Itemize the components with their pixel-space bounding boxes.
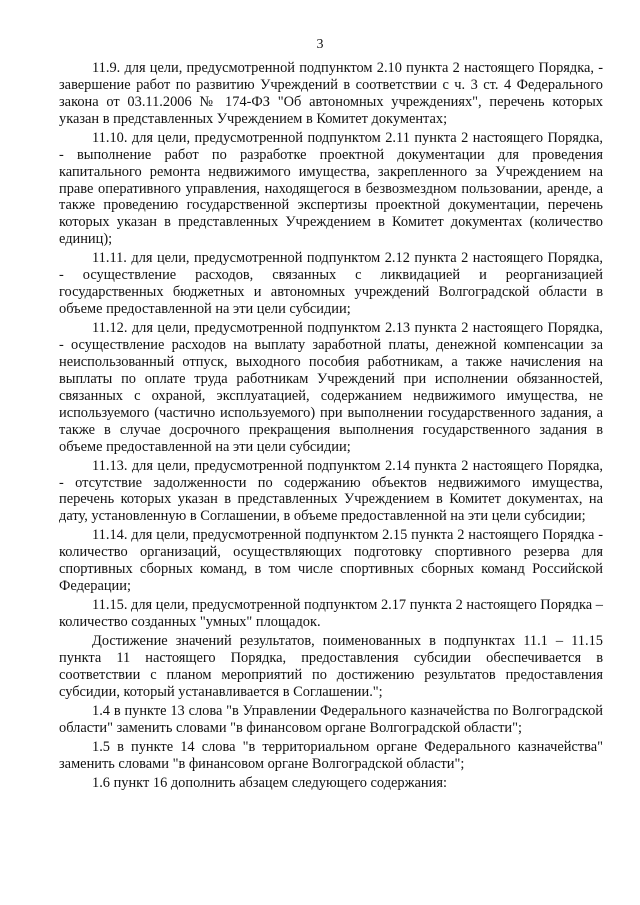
paragraph-11-12: 11.12. для цели, предусмотренной подпунктом 2.13 пункта 2 настоящего Порядка, - осуществление расходов на выплату заработной платы, денежной компенсации за неиспользованный отпуск, выходного пособия работникам, а также начисления на выплаты по оплате труда работникам Учреждений при исполнении обязанностей, связанных с охраной, эксплуатацией, содержанием недвижимого имущества, не используемого (частично используемого) при выполнении государственного задания, а также в случае досрочного прекращения выполнения государственного задания в объеме предоставленной на эти цели субсидии; (59, 320, 603, 455)
paragraph-1-6: 1.6 пункт 16 дополнить абзацем следующего содержания: (92, 775, 447, 792)
page-number: 3 (316, 37, 324, 52)
paragraph-results-achievement: Достижение значений результатов, поименованных в подпунктах 11.1 – 11.15 пункта 11 настоящего Порядка, предоставления субсидии обеспечивается в соответствии с планом мероприятий по достижению результатов предоставления субсидии, который устанавливается в Соглашении."; (59, 633, 603, 700)
paragraph-11-11: 11.11. для цели, предусмотренной подпунктом 2.12 пункта 2 настоящего Порядка, - осуществление расходов, связанных с ликвидацией и реорганизацией государственных бюджетных и автономных учреждений Волгоградской области в объеме предоставленной на эти цели субсидии; (59, 250, 603, 318)
paragraph-11-14: 11.14. для цели, предусмотренной подпунктом 2.15 пункта 2 настоящего Порядка - количество организаций, осуществляющих подготовку спортивного резерва для спортивных сборных команд, в том числе спортивных сборных команд Российской Федерации; (59, 527, 603, 595)
paragraph-1-4: 1.4 в пункте 13 слова "в Управлении Федерального казначейства по Волгоградской области" заменить словами "в финансовом органе Волгоградской области"; (59, 703, 603, 736)
paragraph-11-13: 11.13. для цели, предусмотренной подпунктом 2.14 пункта 2 настоящего Порядка, - отсутствие задолженности по содержанию объектов недвижимого имущества, перечень которых указан в представленных Учреждением в Комитет документах, на дату, установленную в Соглашении, в объеме предоставленной на эти цели субсидии; (59, 457, 603, 525)
document-body (59, 60, 603, 794)
paragraph-11-15: 11.15. для цели, предусмотренной подпунктом 2.17 пункта 2 настоящего Порядка – количество созданных "умных" площадок. (59, 597, 603, 631)
paragraph-11-9: 11.9. для цели, предусмотренной подпунктом 2.10 пункта 2 настоящего Порядка, - завершение работ по развитию Учреждений в соответствии с ч. 3 ст. 4 Федерального закона от 03.11.2006 № 174-ФЗ "Об автономных учреждениях", перечень которых указан в представленных Учреждением в Комитет документах; (59, 60, 603, 127)
paragraph-1-5: 1.5 в пункте 14 слова "в территориальном органе Федерального казначейства" заменить словами "в финансовом органе Волгоградской области"; (59, 739, 603, 772)
paragraph-11-10: 11.10. для цели, предусмотренной подпунктом 2.11 пункта 2 настоящего Порядка, - выполнение работ по разработке проектной документации для проведения капитального ремонта недвижимого имущества, закрепленного за Учреждением на праве оперативного управления, находящегося в безвозмездном пользовании, аренде, а также проведению государственной экспертизы проектной документации, перечень которых указан в представленных Учреждением в Комитет документах (количество единиц); (59, 129, 603, 248)
